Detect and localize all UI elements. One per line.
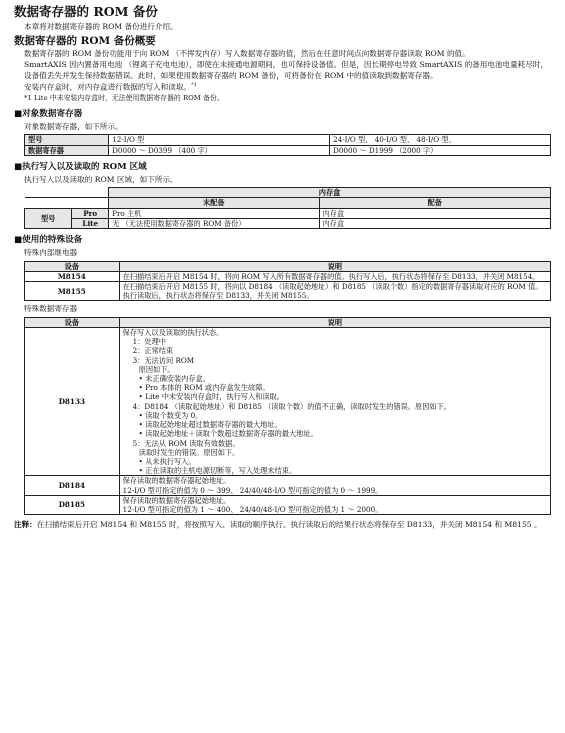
cell-line: 保存读取的数据寄存器起始地址。 [122, 495, 231, 505]
table-cell: 24-I/O 型、 40-I/O 型、 48-I/O 型、 [330, 135, 551, 145]
target-table [24, 134, 551, 155]
cell-line: • Pro 本体的 ROM 或内存盒发生故障。 [138, 383, 270, 393]
table-cell: 无 （无法使用数据寄存器的 ROM 备份） [109, 218, 319, 228]
table-row [25, 317, 551, 327]
table-row [25, 476, 551, 495]
d8133-description [119, 327, 550, 476]
table-cell: D0000 ～ D0399 （400 字） [109, 145, 330, 155]
table-row [25, 271, 551, 281]
table-row [25, 327, 551, 476]
overview-paragraph-2: SmartAXIS 因内置备用电池 （锂离子充电电池），即使在未接通电源期间，也可保持设备值。但是，因长期停电导致 SmartAXIS 的备用电池电量耗尽时，设备值丢失并发生保持数据错误。此时，如果使用数据寄存器的 ROM 备份，可将备份在 ROM 中的值读取到数据寄存器。 [24, 60, 549, 80]
table-cell: 在扫描结束后开启 M8155 时，将向以 D8184 （读取起始地址）和 D8185 （读取个数）指定的数据寄存器读取对应的 ROM 值。执行读取后，执行状态将保存至 D8133，并关闭 M8155。 [119, 282, 550, 301]
cell-line: • 读取起始地址＋读取个数超过数据寄存器的最大地址。 [138, 429, 318, 439]
table-header: 内存盒 [109, 188, 551, 198]
table-cell [25, 188, 109, 198]
cell-line: 原因如下。 [138, 364, 175, 374]
footnote: *1 Lite 中未安装内存盒时，无法使用数据寄存器的 ROM 备份。 [24, 93, 224, 102]
cell-line: • 读取个数变为 0。 [138, 410, 203, 420]
area-desc: 执行写入以及读取的 ROM 区域，如下所示。 [24, 175, 178, 185]
table-cell: D0000 ～ D1999 （2000 字） [330, 145, 551, 155]
table-header: 未配备 [109, 198, 319, 208]
table-cell [25, 198, 109, 208]
table-cell [119, 476, 550, 495]
overview-paragraph-1: 数据寄存器的 ROM 备份功能用于向 ROM （不挥发内存）写入数据寄存器的值，然后在任意时间点向数据寄存器读取 ROM 的值。 [24, 49, 470, 59]
cell-line: 2：正常结束 [132, 346, 174, 356]
cell-line: 1：处理中 [132, 337, 166, 347]
cell-line: • 正在读取的主机电源切断等，写入处理未结束。 [138, 466, 297, 476]
cell-line: • Lite 中未安装内存盒时，执行写入和读取。 [138, 392, 284, 402]
overview-paragraph-3 [14, 82, 551, 93]
table-header: 设备 [25, 317, 120, 327]
table-cell: D8185 [25, 495, 120, 514]
table-header: 配备 [319, 198, 550, 208]
cell-line: • 读取起始地址超过数据寄存器的最大地址。 [138, 420, 282, 430]
table-header: 说明 [119, 261, 550, 271]
table-row [25, 145, 551, 155]
table-cell: M8154 [25, 271, 120, 281]
special-heading: ■使用的特殊设备 [14, 235, 83, 246]
note [14, 520, 551, 530]
table-row [25, 261, 551, 271]
cell-line: 5：无法从 ROM 读取有效数据。 [132, 438, 240, 448]
cell-line: 读取时发生的错误。原因如下。 [138, 447, 240, 457]
area-heading: ■执行写入以及读取的 ROM 区域 [14, 161, 147, 172]
area-table [24, 187, 551, 229]
cell-line: 保存写入以及读取的执行状态。 [122, 327, 224, 337]
table-cell: 型号 [25, 208, 72, 228]
table-row [25, 188, 551, 198]
table-cell [119, 495, 550, 514]
table-cell: 内存盒 [319, 208, 550, 218]
relay-label: 特殊内部继电器 [24, 248, 78, 258]
note-label: 注释： [14, 520, 37, 530]
table-cell: D8133 [25, 327, 120, 476]
table-header: 说明 [119, 317, 550, 327]
table-cell: 内存盒 [319, 218, 550, 228]
register-table [24, 317, 551, 516]
register-label: 特殊数据寄存器 [24, 304, 78, 314]
table-cell: 型号 [25, 135, 109, 145]
cell-line: 保存读取的数据寄存器起始地址。 [122, 476, 231, 486]
table-cell: M8155 [25, 282, 120, 301]
table-row [25, 282, 551, 301]
cell-line: • 从未执行写入。 [138, 456, 196, 466]
overview-heading: 数据寄存器的 ROM 备份概要 [14, 34, 156, 47]
table-cell: Lite [72, 218, 109, 228]
table-row [25, 198, 551, 208]
table-cell: 数据寄存器 [25, 145, 109, 155]
table-cell: D8184 [25, 476, 120, 495]
table-header: 设备 [25, 261, 120, 271]
intro-text: 本章将对数据寄存器的 ROM 备份进行介绍。 [24, 22, 178, 32]
overview-paragraph-3-text: 安装内存盒时，对内存盒进行数据的写入和读取。 [24, 82, 192, 92]
cell-line: 12-I/O 型可指定的值为 0 ～ 399、 24/40/48-I/O 型可指定的值为 0 ～ 1999。 [122, 485, 383, 495]
table-cell: 在扫描结束后开启 M8154 时，将向 ROM 写入所有数据寄存器的值。执行写入后，执行状态将保存至 D8133，并关闭 M8154。 [119, 271, 550, 281]
table-row [25, 208, 551, 218]
table-cell: 12-I/O 型 [109, 135, 330, 145]
cell-line: 3：无法访问 ROM [132, 355, 195, 365]
cell-line: 12-I/O 型可指定的值为 1 ～ 400、 24/40/48-I/O 型可指定的值为 1 ～ 2000。 [122, 505, 383, 515]
table-cell: Pro [72, 208, 109, 218]
footnote-ref: *1 [191, 81, 197, 88]
table-row [25, 135, 551, 145]
relay-table [24, 261, 551, 302]
cell-line: • 未正确安装内存盒。 [138, 374, 210, 383]
note-text: 在扫描结束后开启 M8154 和 M8155 时，将按照写入、读取的顺序执行。执行读取后的结果行状态将保存至 D8133，并关闭 M8154 和 M8155 。 [36, 520, 542, 530]
table-cell: Pro 主机 [109, 208, 319, 218]
target-desc: 对象数据寄存器，如下所示。 [24, 122, 123, 132]
target-heading: ■对象数据寄存器 [14, 108, 83, 119]
cell-line: 4：D8184 （读取起始地址）和 D8185 （读取个数）的值不正确，读取时发生的错误。原因如下。 [132, 401, 451, 411]
page-title: 数据寄存器的 ROM 备份 [14, 4, 158, 19]
table-row [25, 495, 551, 514]
table-row [25, 218, 551, 228]
